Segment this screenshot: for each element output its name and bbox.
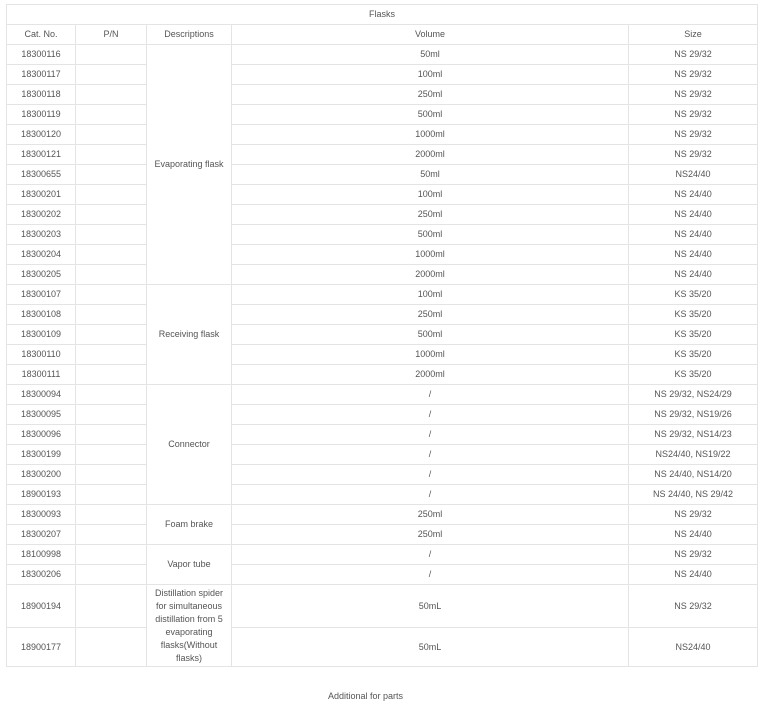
size-cell: KS 35/20	[629, 345, 758, 365]
description-cell: Evaporating flask	[147, 45, 232, 285]
size-cell: KS 35/20	[629, 365, 758, 385]
table-row	[7, 325, 758, 345]
volume-cell: /	[232, 545, 629, 565]
cat-no-cell: 18100998	[7, 545, 76, 565]
cat-no-cell: 18300096	[7, 425, 76, 445]
table-row	[7, 145, 758, 165]
pn-cell	[76, 265, 147, 285]
volume-cell: 250ml	[232, 85, 629, 105]
flasks-table-wrapper	[6, 4, 758, 667]
table-row	[7, 65, 758, 85]
volume-cell: 250ml	[232, 205, 629, 225]
size-cell: NS 29/32	[629, 65, 758, 85]
pn-cell	[76, 445, 147, 465]
size-cell: NS 24/40	[629, 525, 758, 545]
table-row	[7, 245, 758, 265]
pn-cell	[76, 505, 147, 525]
table-row	[7, 265, 758, 285]
cat-no-cell: 18300206	[7, 565, 76, 585]
table-row	[7, 628, 758, 667]
description-cell: Connector	[147, 385, 232, 505]
volume-cell: 50mL	[232, 628, 629, 667]
table-row	[7, 485, 758, 505]
volume-cell: 100ml	[232, 285, 629, 305]
volume-cell: 2000ml	[232, 365, 629, 385]
flasks-table	[6, 4, 758, 667]
size-cell: NS24/40	[629, 165, 758, 185]
volume-cell: /	[232, 485, 629, 505]
size-cell: NS 29/32	[629, 125, 758, 145]
cat-no-cell: 18300095	[7, 405, 76, 425]
pn-cell	[76, 165, 147, 185]
size-cell: KS 35/20	[629, 285, 758, 305]
volume-cell: 500ml	[232, 225, 629, 245]
volume-cell: /	[232, 465, 629, 485]
pn-cell	[76, 545, 147, 565]
cat-no-cell: 18900194	[7, 585, 76, 628]
size-cell: NS 29/32	[629, 505, 758, 525]
cat-no-cell: 18300199	[7, 445, 76, 465]
header-cat-no: Cat. No.	[7, 25, 76, 45]
size-cell: NS 29/32	[629, 85, 758, 105]
cat-no-cell: 18300205	[7, 265, 76, 285]
cat-no-cell: 18300202	[7, 205, 76, 225]
size-cell: NS 29/32	[629, 145, 758, 165]
volume-cell: 1000ml	[232, 245, 629, 265]
table-row	[7, 205, 758, 225]
volume-cell: /	[232, 385, 629, 405]
size-cell: NS 24/40	[629, 245, 758, 265]
volume-cell: 250ml	[232, 505, 629, 525]
table-row	[7, 405, 758, 425]
cat-no-cell: 18300119	[7, 105, 76, 125]
size-cell: NS24/40	[629, 628, 758, 667]
pn-cell	[76, 485, 147, 505]
pn-cell	[76, 325, 147, 345]
cat-no-cell: 18300108	[7, 305, 76, 325]
table-row	[7, 85, 758, 105]
pn-cell	[76, 105, 147, 125]
pn-cell	[76, 145, 147, 165]
header-descriptions: Descriptions	[147, 25, 232, 45]
pn-cell	[76, 525, 147, 545]
cat-no-cell: 18300111	[7, 365, 76, 385]
table-row	[7, 365, 758, 385]
volume-cell: 50ml	[232, 165, 629, 185]
table-row	[7, 225, 758, 245]
size-cell: NS 24/40, NS 29/42	[629, 485, 758, 505]
table-row	[7, 385, 758, 405]
size-cell: NS 24/40	[629, 265, 758, 285]
size-cell: NS 24/40	[629, 225, 758, 245]
table-row	[7, 425, 758, 445]
table-row	[7, 45, 758, 65]
volume-cell: 1000ml	[232, 125, 629, 145]
volume-cell: 250ml	[232, 525, 629, 545]
cat-no-cell: 18300093	[7, 505, 76, 525]
description-cell: Receiving flask	[147, 285, 232, 385]
size-cell: NS 24/40	[629, 565, 758, 585]
pn-cell	[76, 85, 147, 105]
size-cell: NS 24/40	[629, 185, 758, 205]
table-row	[7, 185, 758, 205]
cat-no-cell: 18300117	[7, 65, 76, 85]
cat-no-cell: 18300121	[7, 145, 76, 165]
table-row	[7, 345, 758, 365]
size-cell: NS24/40, NS19/22	[629, 445, 758, 465]
table-row	[7, 585, 758, 628]
size-cell: NS 29/32	[629, 45, 758, 65]
pn-cell	[76, 225, 147, 245]
size-cell: KS 35/20	[629, 325, 758, 345]
cat-no-cell: 18900193	[7, 485, 76, 505]
pn-cell	[76, 45, 147, 65]
volume-cell: 250ml	[232, 305, 629, 325]
header-pn: P/N	[76, 25, 147, 45]
description-cell: Vapor tube	[147, 545, 232, 585]
pn-cell	[76, 65, 147, 85]
cat-no-cell: 18300107	[7, 285, 76, 305]
pn-cell	[76, 205, 147, 225]
pn-cell	[76, 185, 147, 205]
table-body	[7, 45, 758, 667]
table-row	[7, 445, 758, 465]
volume-cell: 50mL	[232, 585, 629, 628]
cat-no-cell: 18300204	[7, 245, 76, 265]
cat-no-cell: 18300120	[7, 125, 76, 145]
table-row	[7, 105, 758, 125]
pn-cell	[76, 305, 147, 325]
volume-cell: 100ml	[232, 185, 629, 205]
pn-cell	[76, 245, 147, 265]
pn-cell	[76, 565, 147, 585]
cat-no-cell: 18300655	[7, 165, 76, 185]
size-cell: NS 29/32, NS14/23	[629, 425, 758, 445]
table-row	[7, 465, 758, 485]
volume-cell: 1000ml	[232, 345, 629, 365]
table-row	[7, 305, 758, 325]
size-cell: NS 29/32	[629, 545, 758, 565]
table-row	[7, 525, 758, 545]
pn-cell	[76, 425, 147, 445]
size-cell: NS 29/32	[629, 105, 758, 125]
pn-cell	[76, 385, 147, 405]
volume-cell: /	[232, 425, 629, 445]
table-row	[7, 285, 758, 305]
volume-cell: 100ml	[232, 65, 629, 85]
pn-cell	[76, 125, 147, 145]
table-row	[7, 165, 758, 185]
size-cell: NS 29/32, NS24/29	[629, 385, 758, 405]
header-volume: Volume	[232, 25, 629, 45]
volume-cell: /	[232, 405, 629, 425]
volume-cell: 500ml	[232, 105, 629, 125]
cat-no-cell: 18300116	[7, 45, 76, 65]
size-cell: NS 29/32	[629, 585, 758, 628]
size-cell: NS 24/40, NS14/20	[629, 465, 758, 485]
cat-no-cell: 18300118	[7, 85, 76, 105]
table-row	[7, 125, 758, 145]
size-cell: KS 35/20	[629, 305, 758, 325]
volume-cell: /	[232, 445, 629, 465]
size-cell: NS 24/40	[629, 205, 758, 225]
table-row	[7, 545, 758, 565]
volume-cell: 2000ml	[232, 265, 629, 285]
volume-cell: 50ml	[232, 45, 629, 65]
cat-no-cell: 18300200	[7, 465, 76, 485]
header-size: Size	[629, 25, 758, 45]
table-row	[7, 505, 758, 525]
cat-no-cell: 18900177	[7, 628, 76, 667]
cat-no-cell: 18300110	[7, 345, 76, 365]
description-cell: Distillation spider for simultaneous distillation from 5 evaporating flasks(Without flasks)	[147, 585, 232, 667]
cat-no-cell: 18300207	[7, 525, 76, 545]
table-row	[7, 565, 758, 585]
size-cell: NS 29/32, NS19/26	[629, 405, 758, 425]
pn-cell	[76, 465, 147, 485]
volume-cell: 2000ml	[232, 145, 629, 165]
cat-no-cell: 18300203	[7, 225, 76, 245]
volume-cell: 500ml	[232, 325, 629, 345]
pn-cell	[76, 628, 147, 667]
volume-cell: /	[232, 565, 629, 585]
pn-cell	[76, 585, 147, 628]
cat-no-cell: 18300201	[7, 185, 76, 205]
description-cell: Foam brake	[147, 505, 232, 545]
footer-text: Additional for parts	[328, 691, 404, 701]
pn-cell	[76, 285, 147, 305]
cat-no-cell: 18300094	[7, 385, 76, 405]
pn-cell	[76, 405, 147, 425]
pn-cell	[76, 365, 147, 385]
table-title: Flasks	[7, 5, 758, 25]
cat-no-cell: 18300109	[7, 325, 76, 345]
header-row	[7, 25, 758, 45]
pn-cell	[76, 345, 147, 365]
